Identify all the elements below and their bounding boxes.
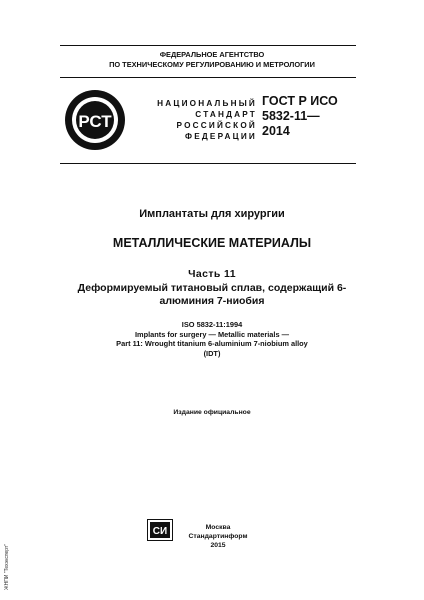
iso-line-4: (IDT)	[203, 348, 221, 358]
gost-line-2: 5832-11—	[262, 109, 320, 123]
iso-line-1: ISO 5832-11:1994	[181, 320, 243, 329]
nat-line-4: ФЕДЕРАЦИИ	[185, 132, 257, 141]
agency-header	[0, 50, 424, 70]
publisher-year: 2015	[210, 542, 226, 549]
nat-line-2: СТАНДАРТ	[195, 110, 257, 119]
middle-rule	[60, 77, 356, 78]
subtitle-line-2: алюминия 7-ниобия	[159, 295, 265, 307]
margin-note: ЖНПИ "Техэксперт"	[4, 543, 10, 590]
bottom-logo-text: СИ	[152, 526, 168, 537]
publisher-name: Стандартинформ	[188, 533, 248, 540]
part-label: Часть 11	[188, 268, 236, 280]
bottom-rule	[60, 163, 356, 164]
nat-line-3: РОССИЙСКОЙ	[176, 121, 257, 130]
iso-line-3: Part 11: Wrought titanium 6-aluminium 7-niobium alloy	[116, 339, 308, 349]
subtitle	[62, 282, 362, 308]
subtitle-line-1: Деформируемый титановый сплав, содержащий 6-	[77, 282, 347, 294]
title-line-1: Имплантаты для хирургии	[139, 208, 285, 220]
edition-label: Издание официальное	[173, 409, 251, 416]
logo-text: РСТ	[78, 112, 112, 131]
rst-logo-icon	[63, 88, 127, 152]
top-rule	[60, 45, 356, 46]
publisher-city: Москва	[205, 524, 231, 531]
iso-line-2: Implants for surgery — Metallic materials —	[134, 329, 290, 339]
nat-line-1: НАЦИОНАЛЬНЫЙ	[157, 99, 257, 108]
iso-reference	[0, 320, 424, 358]
agency-line-1: ФЕДЕРАЛЬНОЕ АГЕНТСТВО	[159, 50, 265, 59]
title-line-2: МЕТАЛЛИЧЕСКИЕ МАТЕРИАЛЫ	[112, 236, 312, 250]
gost-line-3: 2014	[262, 124, 290, 138]
agency-line-2: ПО ТЕХНИЧЕСКОМУ РЕГУЛИРОВАНИЮ И МЕТРОЛОГИИ	[109, 60, 315, 69]
standartinform-logo-icon	[147, 519, 173, 541]
publisher-block	[178, 523, 258, 550]
gost-designation	[262, 94, 338, 139]
national-standard-label	[137, 98, 257, 142]
gost-line-1: ГОСТ Р ИСО	[262, 94, 338, 108]
